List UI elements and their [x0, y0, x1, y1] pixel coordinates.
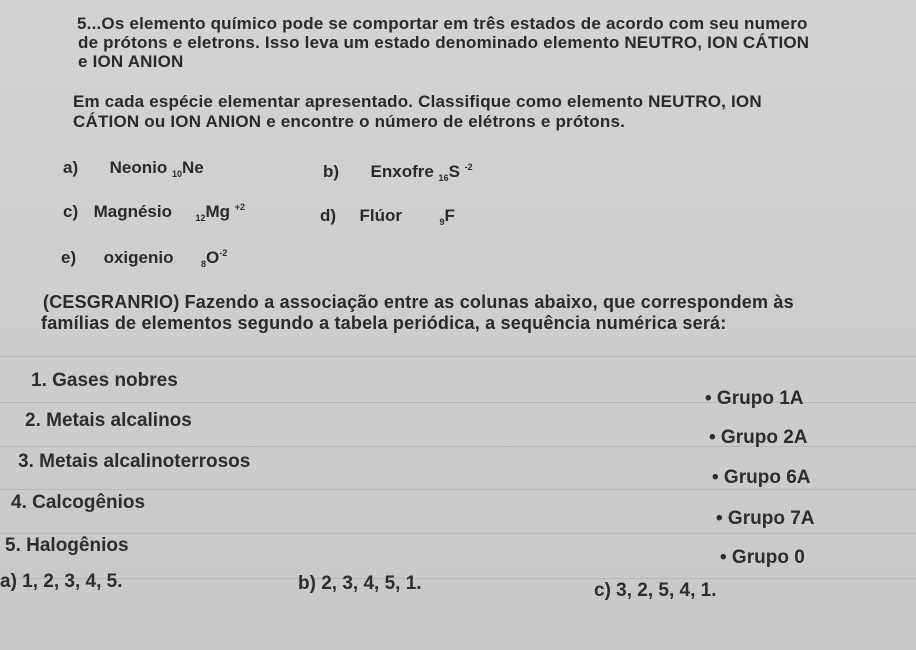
item-e-letter: e) [61, 248, 77, 267]
item-a-letter: a) [63, 158, 79, 177]
option-b: b) 2, 3, 4, 5, 1. [298, 573, 422, 594]
item-c-atomic-number: 12 [195, 213, 206, 223]
item-a-name: Neonio [109, 158, 168, 177]
item-d-atomic-number: 9 [439, 217, 445, 227]
item-a [63, 158, 204, 178]
item-b-name: Enxofre [370, 162, 434, 181]
family-3: 3. Metais alcalinoterrosos [18, 451, 251, 472]
item-b-letter: b) [323, 162, 340, 181]
item-b-atomic-number: 16 [438, 173, 449, 183]
item-d-symbol: F [444, 206, 455, 225]
group-6a: • Grupo 6A [712, 467, 811, 488]
item-d-name: Flúor [359, 206, 403, 225]
ruled-line [0, 356, 916, 357]
item-b-symbol: S [448, 162, 460, 181]
group-2a: • Grupo 2A [709, 427, 808, 448]
item-a-atomic-number: 10 [171, 169, 182, 179]
item-c-symbol: Mg [205, 202, 231, 221]
group-7a: • Grupo 7A [716, 508, 815, 529]
item-b-charge: -2 [464, 162, 473, 172]
item-c-name: Magnésio [93, 202, 172, 221]
item-a-symbol: Ne [181, 158, 204, 177]
ruled-line [0, 489, 916, 490]
group-0: • Grupo 0 [720, 547, 805, 568]
instruction-line-2: CÁTION ou ION ANION e encontre o número de elétrons e prótons. [73, 112, 626, 131]
item-c-charge: +2 [234, 202, 246, 212]
ruled-line [0, 578, 916, 579]
item-b [323, 162, 473, 182]
item-d-letter: d) [320, 206, 337, 225]
question-5-line-1: 5...Os elemento químico pode se comportar em três estados de acordo com seu numero [77, 14, 808, 33]
family-2: 2. Metais alcalinos [25, 410, 192, 431]
family-1: 1. Gases nobres [31, 370, 178, 391]
item-c-letter: c) [63, 202, 79, 221]
item-e-name: oxigenio [103, 248, 174, 267]
question-5-line-3: e ION ANION [78, 52, 184, 71]
ruled-line [0, 533, 916, 534]
option-c: c) 3, 2, 5, 4, 1. [594, 580, 717, 601]
item-e [61, 248, 227, 268]
item-c [63, 202, 245, 222]
option-a: a) 1, 2, 3, 4, 5. [0, 571, 123, 592]
question-5-line-2: de prótons e eletrons. Isso leva um estado denominado elemento NEUTRO, ION CÁTION [78, 33, 810, 52]
item-e-charge: -2 [219, 248, 228, 258]
group-1a: • Grupo 1A [705, 388, 804, 409]
family-5: 5. Halogênios [5, 535, 129, 556]
item-d [320, 206, 455, 226]
item-e-symbol: O [205, 248, 220, 267]
item-e-atomic-number: 8 [200, 259, 206, 269]
family-4: 4. Calcogênios [11, 492, 146, 513]
question-6-line-1: (CESGRANRIO) Fazendo a associação entre as colunas abaixo, que correspondem às [43, 292, 794, 312]
question-6-line-2: famílias de elementos segundo a tabela periódica, a sequência numérica será: [41, 313, 727, 333]
instruction-line-1: Em cada espécie elementar apresentado. Classifique como elemento NEUTRO, ION [73, 92, 762, 111]
